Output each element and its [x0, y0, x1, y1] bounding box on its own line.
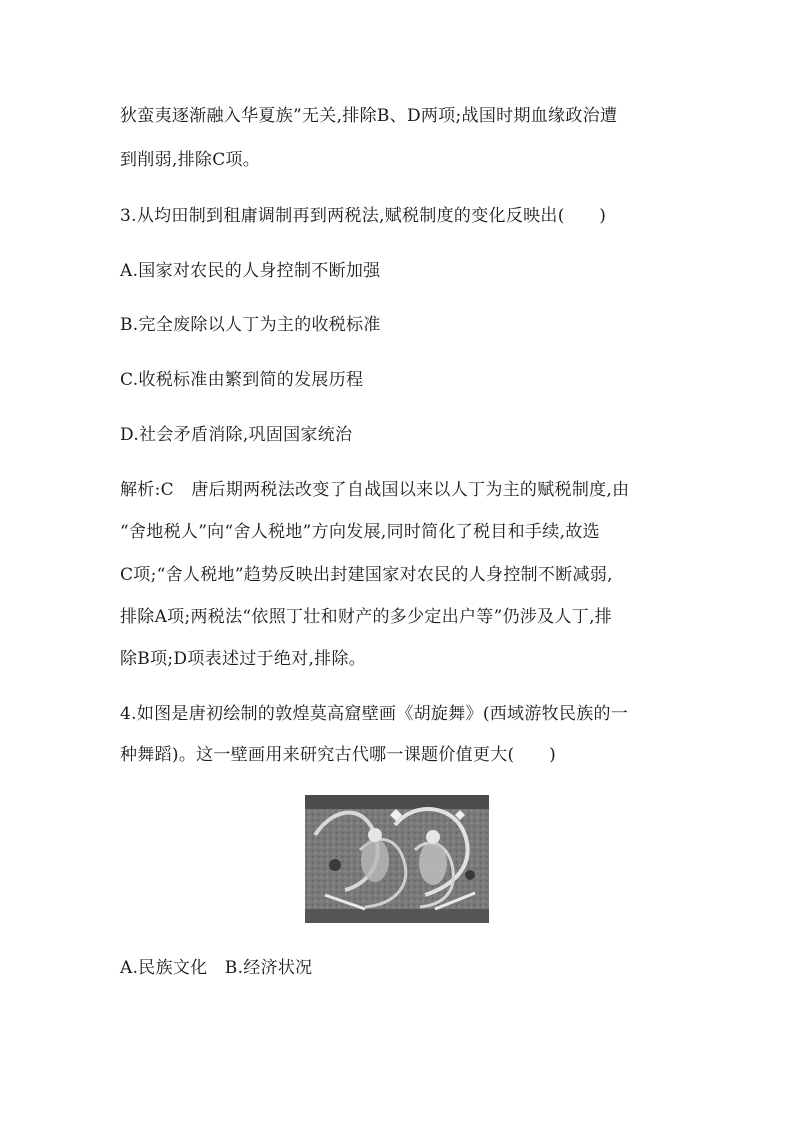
- mural-image: [305, 795, 489, 923]
- question-3-option-a: A.国家对农民的人身控制不断加强: [120, 261, 381, 281]
- question-3-option-c: C.收税标准由繁到简的发展历程: [120, 370, 364, 390]
- question-3-stem: 3.从均田制到租庸调制再到两税法,赋税制度的变化反映出( ): [120, 206, 607, 226]
- analysis-line-5: 除B项;D项表述过于绝对,排除。: [120, 649, 367, 669]
- answer-explanation-line-1: 狄蛮夷逐渐融入华夏族”无关,排除B、D两项;战国时期血缘政治遭: [120, 106, 618, 126]
- analysis-line-1: 解析:C 唐后期两税法改变了自战国以来以人丁为主的赋税制度,由: [120, 480, 630, 500]
- analysis-line-2: “舍地税人”向“舍人税地”方向发展,同时简化了税目和手续,故选: [120, 522, 600, 542]
- question-4-stem-line-1: 4.如图是唐初绘制的敦煌莫高窟壁画《胡旋舞》(西域游牧民族的一: [120, 704, 629, 724]
- question-4-stem-line-2: 种舞蹈)。这一壁画用来研究古代哪一课题价值更大( ): [120, 745, 556, 765]
- question-3-option-d: D.社会矛盾消除,巩固国家统治: [120, 425, 353, 445]
- analysis-line-3: C项;“舍人税地”趋势反映出封建国家对农民的人身控制不断减弱,: [120, 565, 613, 585]
- question-4-options: A.民族文化 B.经济状况: [120, 958, 313, 978]
- question-3-option-b: B.完全废除以人丁为主的收税标准: [120, 315, 381, 335]
- answer-explanation-line-2: 到削弱,排除C项。: [120, 150, 261, 170]
- analysis-line-4: 排除A项;两税法“依照丁壮和财产的多少定出户等”仍涉及人丁,排: [120, 607, 613, 627]
